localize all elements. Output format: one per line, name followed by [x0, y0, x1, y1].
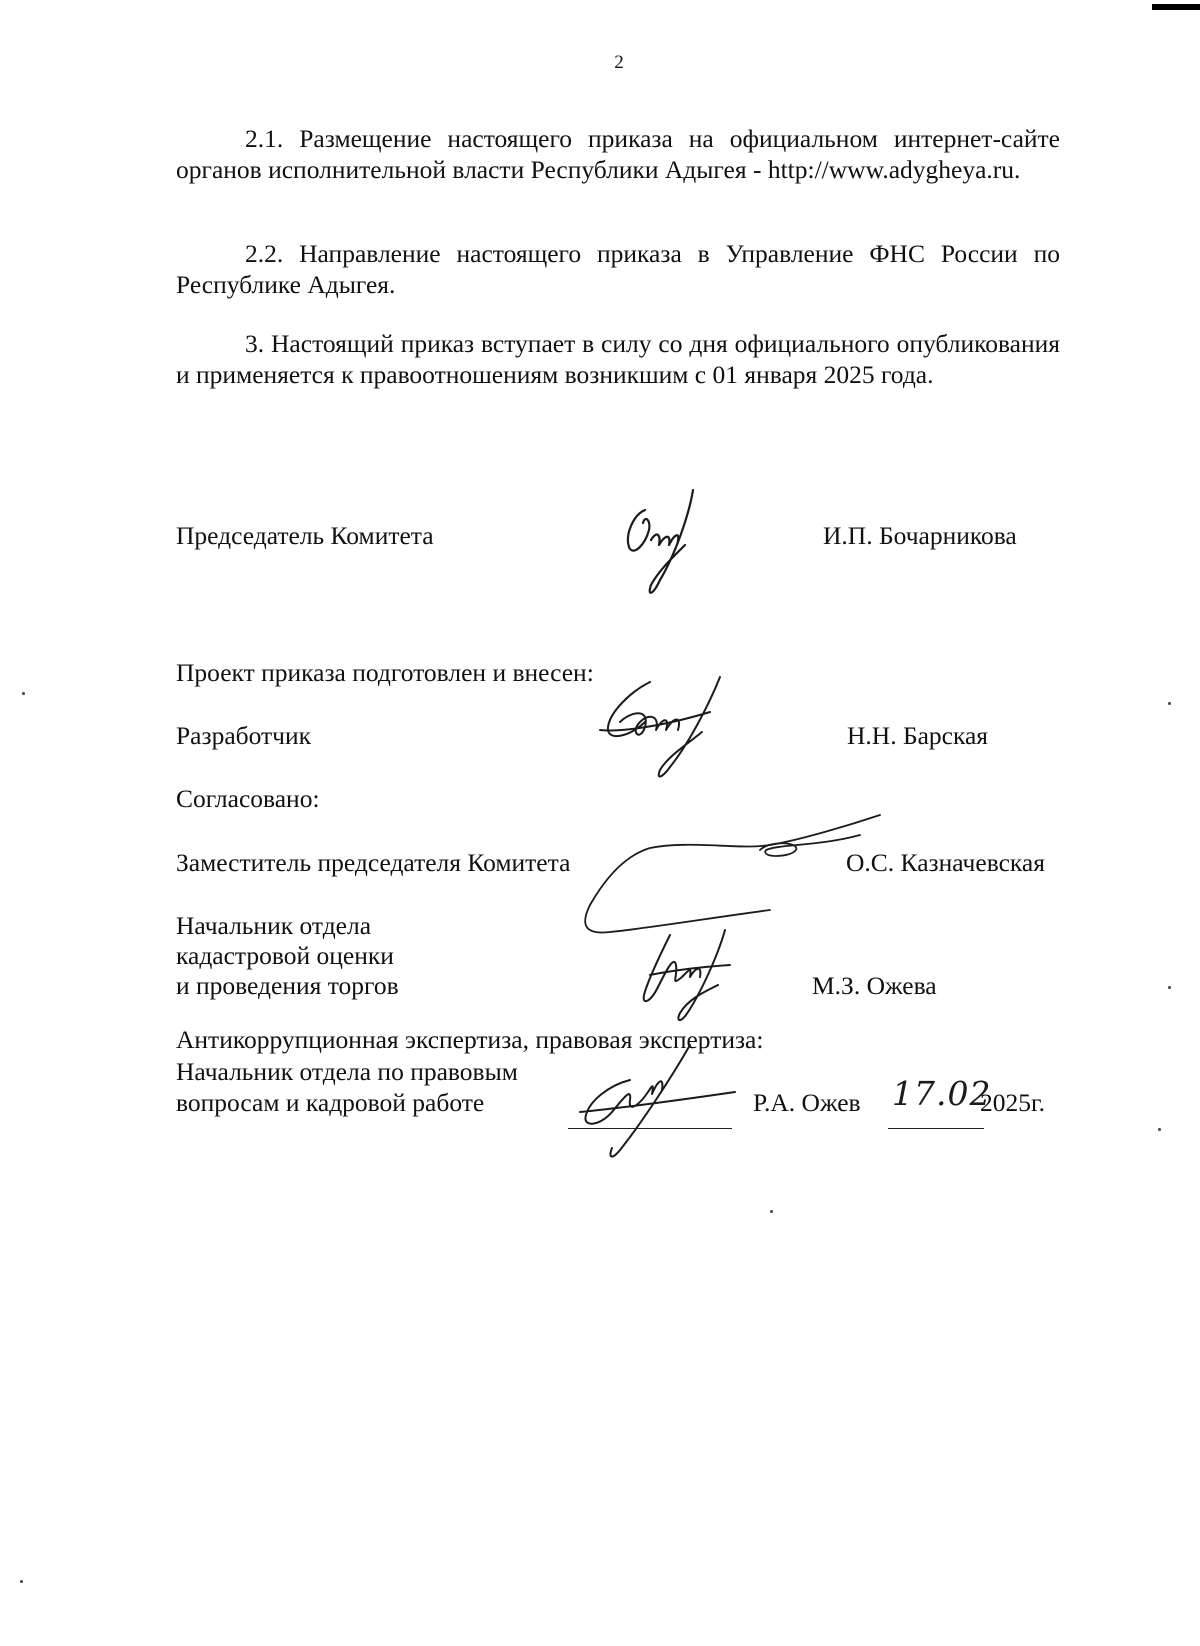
expertise-heading: Антикоррупционная экспертиза, правовая экспертиза:	[176, 1025, 764, 1054]
developer-name: Н.Н. Барская	[847, 721, 989, 750]
cadastral-head-name: М.З. Ожева	[812, 971, 937, 1000]
expertise-year: 2025г.	[980, 1088, 1045, 1117]
scan-speck	[20, 1580, 23, 1583]
cadastral-position-line-3: и проведения торгов	[176, 971, 399, 1000]
deputy-name: О.С. Казначевская	[846, 848, 1045, 877]
cadastral-position-line-2: кадастровой оценки	[176, 941, 394, 970]
handwritten-date: 17.02	[892, 1074, 992, 1113]
chairman-position: Председатель Комитета	[176, 521, 434, 550]
paragraph-3: 3. Настоящий приказ вступает в силу со дня официального опубликования и применяется к правоотношениям возникшим с 01 января 2025 года.	[176, 329, 1060, 389]
expertise-position-line-2: вопросам и кадровой работе	[176, 1088, 485, 1117]
chairman-signature	[615, 485, 725, 605]
cadastral-position-line-1: Начальник отдела	[176, 911, 372, 940]
chairman-name: И.П. Бочарникова	[823, 521, 1017, 550]
scan-edge-mark	[1152, 4, 1200, 10]
expertise-signature	[560, 1030, 750, 1170]
paragraph-2-2: 2.2. Направление настоящего приказа в Управление ФНС России по Республике Адыгея.	[176, 239, 1060, 299]
date-underline	[888, 1128, 984, 1129]
developer-signature	[590, 672, 740, 792]
expertise-name: Р.А. Ожев	[753, 1088, 861, 1117]
scan-speck	[1158, 1128, 1161, 1131]
deputy-position: Заместитель председателя Комитета	[176, 848, 571, 877]
expertise-position-line-1: Начальник отдела по правовым	[176, 1057, 518, 1086]
cadastral-head-signature	[630, 925, 750, 1025]
page-number: 2	[614, 52, 624, 73]
developer-position: Разработчик	[176, 721, 312, 750]
scan-speck	[1168, 702, 1171, 705]
scan-speck	[1168, 986, 1171, 989]
paragraph-2-1: 2.1. Размещение настоящего приказа на официальном интернет-сайте органов исполнительной власти Республики Адыгея - http://www.adygheya.ru.	[176, 124, 1060, 184]
scan-speck	[22, 692, 25, 695]
scan-speck	[770, 1210, 773, 1213]
agreed-heading: Согласовано:	[176, 784, 320, 813]
prepared-by-heading: Проект приказа подготовлен и внесен:	[176, 658, 594, 687]
